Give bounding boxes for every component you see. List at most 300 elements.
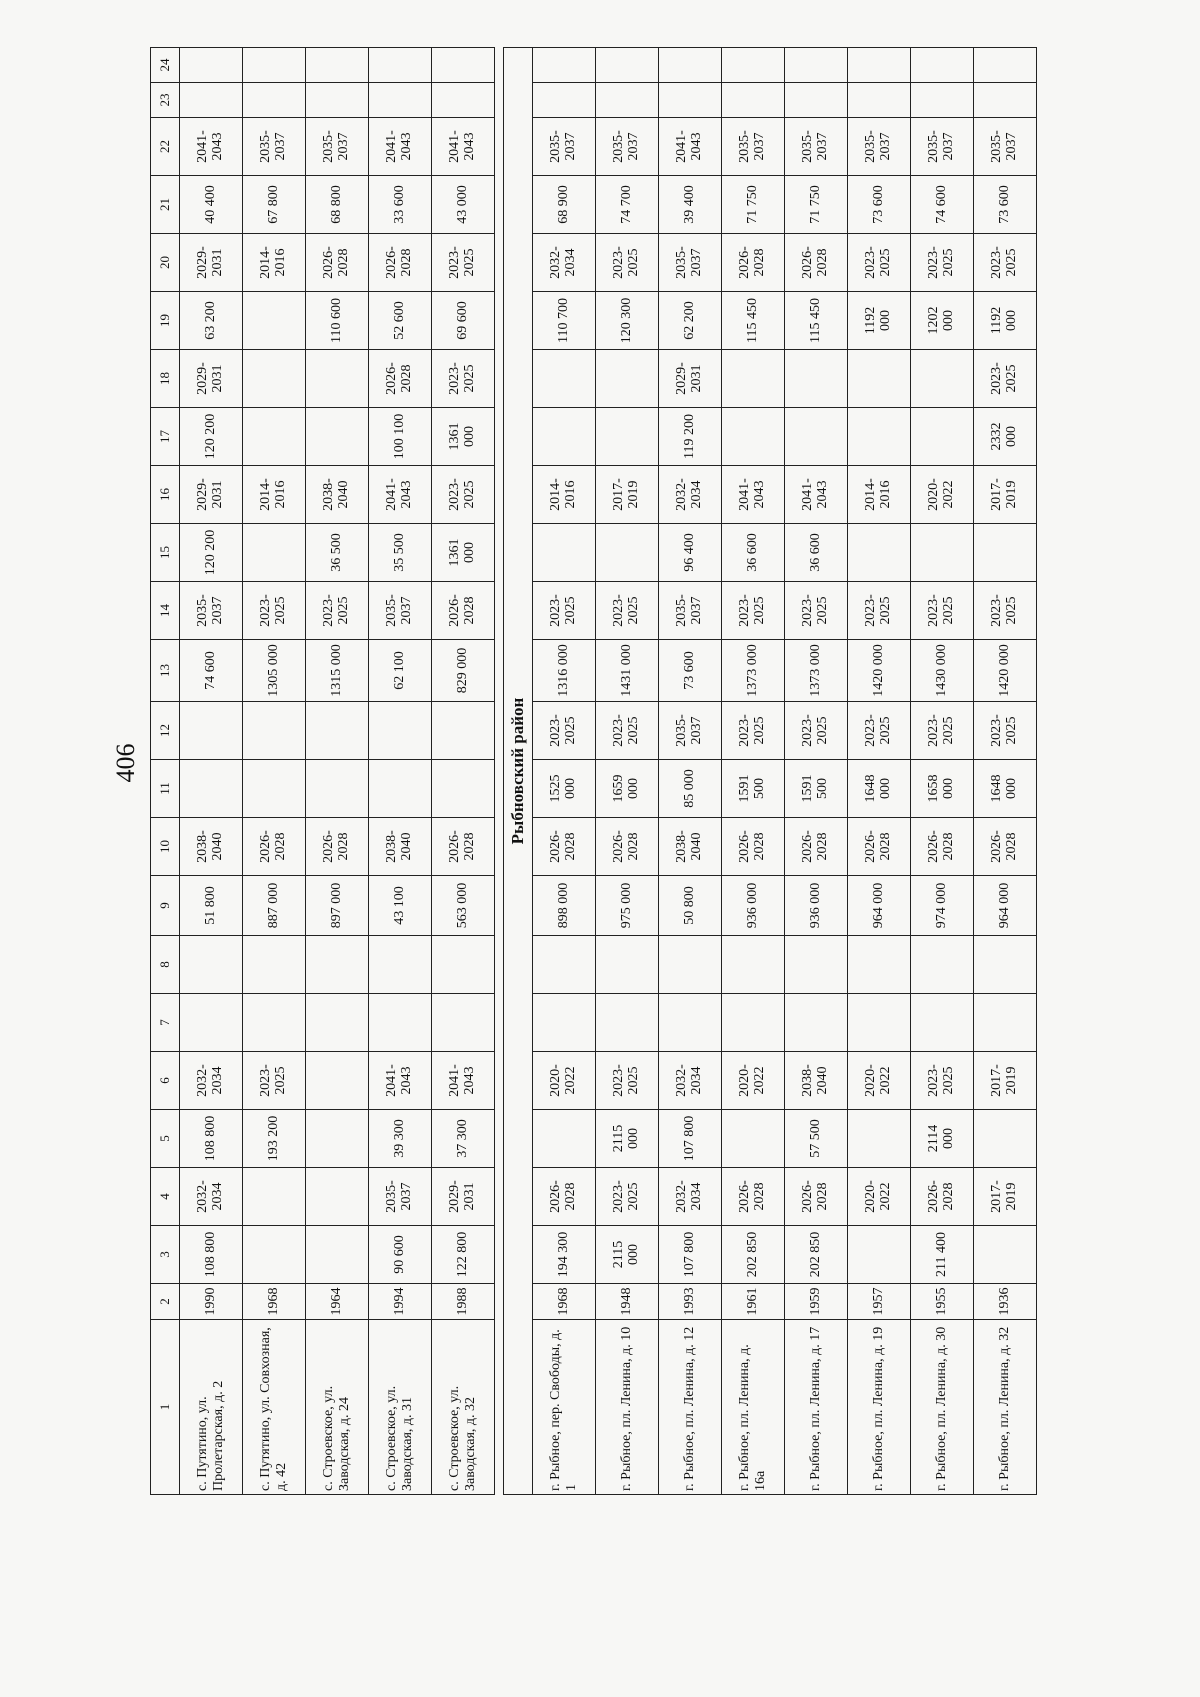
table-cell: 2032-2034 [533,234,596,292]
table-cell: 2026-2028 [722,234,785,292]
column-header-24: 24 [151,48,180,83]
column-header-7: 7 [151,994,180,1052]
table-cell: 2035-2037 [659,702,722,760]
address-cell: с. Строевское, ул. Заводская, д. 24 [306,1320,369,1495]
table-cell: 1373 000 [722,640,785,702]
table-row [369,48,432,1495]
table-cell: 2029-2031 [432,1168,495,1226]
table-cell [243,83,306,118]
table-cell: 90 600 [369,1226,432,1284]
table-cell: 1959 [785,1284,848,1320]
table-row [596,48,659,1495]
table-cell: 115 450 [785,292,848,350]
table-cell: 1591 500 [785,760,848,818]
table-cell: 1957 [848,1284,911,1320]
table-cell [848,408,911,466]
address-cell: г. Рыбное, пер. Свободы, д. 1 [533,1320,596,1495]
table-cell [369,994,432,1052]
column-header-10: 10 [151,818,180,876]
table-cell [722,994,785,1052]
table-cell: 2026-2028 [243,818,306,876]
table-cell [911,408,974,466]
table-cell [243,524,306,582]
table-cell: 108 800 [180,1110,243,1168]
table-cell: 829 000 [432,640,495,702]
address-cell: г. Рыбное, пл. Ленина, д. 16а [722,1320,785,1495]
table-cell [369,702,432,760]
table-cell: 33 600 [369,176,432,234]
table-cell [243,292,306,350]
table-cell [243,994,306,1052]
table-cell: 1305 000 [243,640,306,702]
table-cell: 119 200 [659,408,722,466]
table-cell: 110 700 [533,292,596,350]
section-header-row [504,48,533,1495]
table-cell: 211 400 [911,1226,974,1284]
table-cell: 2029-2031 [180,466,243,524]
table-cell [785,48,848,83]
table-cell: 67 800 [243,176,306,234]
table-cell: 1420 000 [848,640,911,702]
table-cell: 1431 000 [596,640,659,702]
table-cell: 2023-2025 [596,1168,659,1226]
table-cell: 36 600 [722,524,785,582]
column-header-8: 8 [151,936,180,994]
table-cell: 1361 000 [432,408,495,466]
table-cell [596,994,659,1052]
table-cell: 1936 [974,1284,1037,1320]
table-cell [180,760,243,818]
table-cell: 1990 [180,1284,243,1320]
table-cell: 1988 [432,1284,495,1320]
address-cell: с. Строевское, ул. Заводская, д. 31 [369,1320,432,1495]
table-cell [848,1226,911,1284]
table-cell: 39 400 [659,176,722,234]
table-cell [911,83,974,118]
table-cell: 1659 000 [596,760,659,818]
table-cell: 62 200 [659,292,722,350]
table-cell: 1192 000 [848,292,911,350]
table-cell [243,408,306,466]
table-cell [596,350,659,408]
table-cell: 120 300 [596,292,659,350]
table-cell: 1968 [243,1284,306,1320]
table-cell [306,1110,369,1168]
table-cell: 2038-2040 [785,1052,848,1110]
table-row [848,48,911,1495]
table-cell [722,48,785,83]
table-cell [243,1226,306,1284]
column-header-19: 19 [151,292,180,350]
table-cell: 2023-2025 [432,234,495,292]
table-cell [180,702,243,760]
column-header-14: 14 [151,582,180,640]
table-cell: 2115 000 [596,1226,659,1284]
table-cell: 63 200 [180,292,243,350]
table-cell: 1648 000 [974,760,1037,818]
table-cell: 887 000 [243,876,306,936]
table-cell [596,83,659,118]
table-cell [848,83,911,118]
table-cell: 2023-2025 [785,702,848,760]
table-cell: 2023-2025 [785,582,848,640]
table-cell: 74 600 [180,640,243,702]
table-cell [369,936,432,994]
table-cell: 107 800 [659,1110,722,1168]
table-cell [911,524,974,582]
column-header-15: 15 [151,524,180,582]
table-cell: 120 200 [180,524,243,582]
table-cell: 2020-2022 [848,1168,911,1226]
table-cell: 1961 [722,1284,785,1320]
table-cell: 2041-2043 [369,1052,432,1110]
section-title: Рыбновский район [504,48,533,1495]
table-cell [243,48,306,83]
table-cell: 2032-2034 [180,1052,243,1110]
table-cell: 74 700 [596,176,659,234]
table-cell: 1591 500 [722,760,785,818]
table-cell: 2023-2025 [974,702,1037,760]
table-cell [974,936,1037,994]
table-cell: 1658 000 [911,760,974,818]
table-cell: 936 000 [722,876,785,936]
table-cell [306,1052,369,1110]
repair-schedule-table [150,47,1037,1495]
table-cell [306,702,369,760]
table-cell [533,524,596,582]
table-cell: 2035-2037 [659,234,722,292]
table-row [911,48,974,1495]
table-cell: 2014-2016 [848,466,911,524]
table-cell: 73 600 [659,640,722,702]
table-cell: 2020-2022 [911,466,974,524]
table-cell: 2041-2043 [785,466,848,524]
table-cell: 2029-2031 [659,350,722,408]
table-cell: 100 100 [369,408,432,466]
table-cell: 202 850 [785,1226,848,1284]
column-header-6: 6 [151,1052,180,1110]
table-cell: 2023-2025 [722,582,785,640]
table-cell: 2038-2040 [659,818,722,876]
table-cell: 2041-2043 [722,466,785,524]
table-cell: 2023-2025 [243,1052,306,1110]
table-cell: 2026-2028 [533,818,596,876]
table-cell: 110 600 [306,292,369,350]
table-cell: 2014-2016 [243,466,306,524]
column-header-4: 4 [151,1168,180,1226]
table-cell: 1525 000 [533,760,596,818]
table-cell: 2026-2028 [432,582,495,640]
table-cell: 2035-2037 [180,582,243,640]
table-cell [596,936,659,994]
table-cell [848,48,911,83]
address-cell: с. Строевское, ул. Заводская, д. 32 [432,1320,495,1495]
table-cell: 1994 [369,1284,432,1320]
table-cell: 2023-2025 [596,1052,659,1110]
table-row [180,48,243,1495]
table-cell: 1964 [306,1284,369,1320]
table-cell: 71 750 [722,176,785,234]
table-cell [722,83,785,118]
table-cell: 36 500 [306,524,369,582]
table-cell: 2026-2028 [596,818,659,876]
table-cell [911,994,974,1052]
table-cell: 1361 000 [432,524,495,582]
table-row [306,48,369,1495]
spacer-cell [495,48,504,1495]
table-cell [432,48,495,83]
table-cell: 71 750 [785,176,848,234]
column-header-3: 3 [151,1226,180,1284]
table-cell: 85 000 [659,760,722,818]
table-cell: 2017-2019 [596,466,659,524]
table-cell: 2029-2031 [180,234,243,292]
table-cell [432,83,495,118]
table-cell [974,1226,1037,1284]
table-cell [306,994,369,1052]
column-header-5: 5 [151,1110,180,1168]
table-cell [533,83,596,118]
table-cell [848,524,911,582]
table-cell [306,760,369,818]
table-cell: 2023-2025 [974,234,1037,292]
table-cell [306,408,369,466]
table-cell: 2038-2040 [369,818,432,876]
table-cell: 1192 000 [974,292,1037,350]
table-cell: 2035-2037 [596,118,659,176]
table-cell: 2023-2025 [596,702,659,760]
table-cell: 2023-2025 [596,234,659,292]
table-cell [596,408,659,466]
table-cell: 2026-2028 [722,818,785,876]
table-cell [785,350,848,408]
table-cell: 73 600 [848,176,911,234]
table-cell: 2017-2019 [974,1052,1037,1110]
table-cell [596,524,659,582]
table-cell [659,83,722,118]
column-header-13: 13 [151,640,180,702]
table-cell [533,350,596,408]
table-cell [533,48,596,83]
table-cell: 2026-2028 [785,234,848,292]
table-cell [911,936,974,994]
table-cell: 2035-2037 [306,118,369,176]
table-cell [785,994,848,1052]
table-cell: 936 000 [785,876,848,936]
table-cell: 2014-2016 [243,234,306,292]
address-cell: с. Путятино, ул. Совхозная, д. 42 [243,1320,306,1495]
table-cell: 2026-2028 [722,1168,785,1226]
table-cell: 202 850 [722,1226,785,1284]
table-cell: 2035-2037 [722,118,785,176]
table-cell [974,48,1037,83]
table-cell: 2026-2028 [369,350,432,408]
table-cell: 2115 000 [596,1110,659,1168]
table-cell: 51 800 [180,876,243,936]
table-cell: 2026-2028 [533,1168,596,1226]
table-cell [180,83,243,118]
table-cell: 2023-2025 [911,582,974,640]
table-cell: 898 000 [533,876,596,936]
table-cell: 1373 000 [785,640,848,702]
table-cell: 975 000 [596,876,659,936]
table-cell: 1420 000 [974,640,1037,702]
table-cell: 2035-2037 [243,118,306,176]
column-number-row [151,48,180,1495]
column-header-16: 16 [151,466,180,524]
table-cell [533,1110,596,1168]
table-cell: 52 600 [369,292,432,350]
table-cell: 2038-2040 [180,818,243,876]
table-cell: 2026-2028 [911,818,974,876]
table-cell: 68 900 [533,176,596,234]
table-cell: 2026-2028 [369,234,432,292]
table-cell [243,936,306,994]
table-cell: 2023-2025 [974,582,1037,640]
table-cell: 2032-2034 [659,1168,722,1226]
column-header-22: 22 [151,118,180,176]
table-cell [180,48,243,83]
table-cell [369,760,432,818]
table-cell: 1955 [911,1284,974,1320]
table-cell: 2026-2028 [432,818,495,876]
table-cell [369,48,432,83]
table-cell: 2020-2022 [533,1052,596,1110]
table-cell: 120 200 [180,408,243,466]
table-row [243,48,306,1495]
table-cell: 2023-2025 [848,582,911,640]
table-cell: 2038-2040 [306,466,369,524]
table-cell: 964 000 [974,876,1037,936]
address-cell: г. Рыбное, пл. Ленина, д. 10 [596,1320,659,1495]
table-cell: 1968 [533,1284,596,1320]
table-cell: 2023-2025 [911,1052,974,1110]
table-cell: 1648 000 [848,760,911,818]
table-cell: 2032-2034 [659,466,722,524]
table-cell [180,994,243,1052]
table-cell [974,1110,1037,1168]
table-cell [533,936,596,994]
table-row [533,48,596,1495]
table-cell: 2023-2025 [911,702,974,760]
table-cell: 2035-2037 [848,118,911,176]
table-row [722,48,785,1495]
address-cell: с. Путятино, ул. Пролетарская, д. 2 [180,1320,243,1495]
table-cell [306,936,369,994]
table-cell [306,48,369,83]
column-header-9: 9 [151,876,180,936]
table-cell [533,994,596,1052]
table-cell [432,760,495,818]
table-cell: 2041-2043 [369,118,432,176]
table-cell: 2023-2025 [533,702,596,760]
table-cell: 1316 000 [533,640,596,702]
table-cell [785,83,848,118]
table-cell: 2041-2043 [180,118,243,176]
table-row [659,48,722,1495]
address-cell: г. Рыбное, пл. Ленина, д. 32 [974,1320,1037,1495]
table-cell [659,936,722,994]
table-cell: 1993 [659,1284,722,1320]
table-cell [785,408,848,466]
table-cell: 50 800 [659,876,722,936]
table-cell: 2026-2028 [306,234,369,292]
table-cell: 62 100 [369,640,432,702]
table-cell: 115 450 [722,292,785,350]
table-cell: 122 800 [432,1226,495,1284]
table-cell [848,1110,911,1168]
table-cell [243,760,306,818]
table-cell [785,936,848,994]
table-cell: 964 000 [848,876,911,936]
table-cell: 2114 000 [911,1110,974,1168]
table-cell: 2332 000 [974,408,1037,466]
table-cell: 2023-2025 [848,702,911,760]
spacer-row [495,48,504,1495]
table-cell [306,1226,369,1284]
table-cell: 2026-2028 [306,818,369,876]
table-cell [432,702,495,760]
table-cell [306,350,369,408]
table-cell: 2041-2043 [659,118,722,176]
column-header-2: 2 [151,1284,180,1320]
table-row [432,48,495,1495]
table-cell: 73 600 [974,176,1037,234]
table-cell: 2035-2037 [533,118,596,176]
table-cell: 43 000 [432,176,495,234]
table-cell [848,350,911,408]
table-cell: 1202 000 [911,292,974,350]
table-cell: 40 400 [180,176,243,234]
table-cell [243,1168,306,1226]
address-cell: г. Рыбное, пл. Ленина, д. 30 [911,1320,974,1495]
table-cell [659,48,722,83]
table-cell: 2035-2037 [911,118,974,176]
table-row [785,48,848,1495]
table-cell [596,48,659,83]
table-cell: 2026-2028 [848,818,911,876]
table-cell: 2026-2028 [785,1168,848,1226]
table-cell: 57 500 [785,1110,848,1168]
table-cell [911,48,974,83]
table-cell: 2041-2043 [432,118,495,176]
address-cell: г. Рыбное, пл. Ленина, д. 12 [659,1320,722,1495]
table-cell: 897 000 [306,876,369,936]
table-cell [306,83,369,118]
table-cell [659,994,722,1052]
table-cell: 194 300 [533,1226,596,1284]
table-cell [974,524,1037,582]
page-number: 406 [111,743,140,783]
table-cell: 39 300 [369,1110,432,1168]
column-header-18: 18 [151,350,180,408]
rotated-table-wrapper [150,60,1075,1495]
table-cell: 37 300 [432,1110,495,1168]
table-cell: 2017-2019 [974,1168,1037,1226]
table-cell [432,936,495,994]
table-cell [848,994,911,1052]
table-cell: 107 800 [659,1226,722,1284]
table-cell: 2041-2043 [432,1052,495,1110]
column-header-11: 11 [151,760,180,818]
table-cell: 36 600 [785,524,848,582]
table-cell: 2023-2025 [432,466,495,524]
column-header-1: 1 [151,1320,180,1495]
table-cell: 1948 [596,1284,659,1320]
table-cell: 974 000 [911,876,974,936]
table-cell [911,350,974,408]
column-header-23: 23 [151,83,180,118]
